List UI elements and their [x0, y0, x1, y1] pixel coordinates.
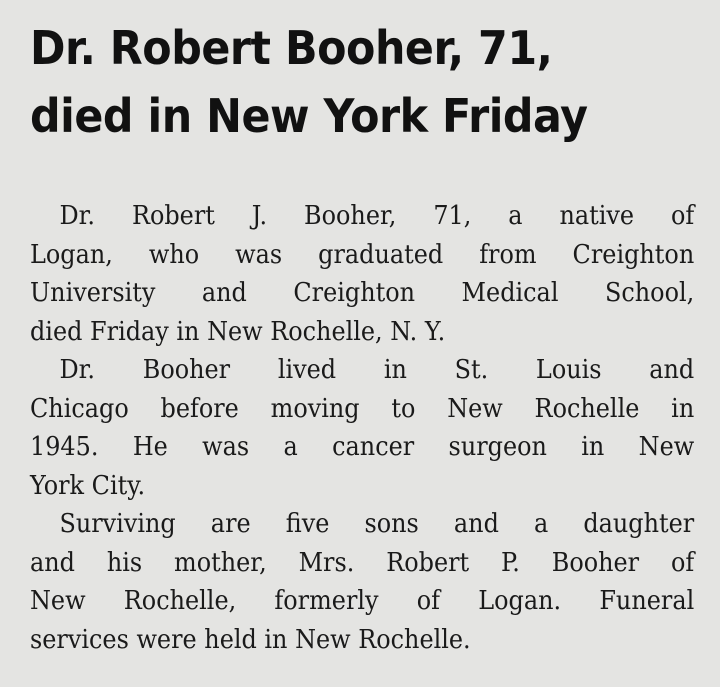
paragraph-line: 1945. He was a cancer surgeon in New	[30, 432, 695, 462]
headline	[30, 14, 662, 150]
article-body	[30, 197, 694, 659]
paragraph-line: Dr. Booher lived in St. Louis and	[59, 355, 695, 385]
headline-line-1: Dr. Robert Booher, 71,	[30, 21, 553, 75]
paragraph-line: York City.	[30, 470, 146, 501]
paragraph-2	[30, 351, 694, 505]
paragraph-line: Logan, who was graduated from Creighton	[30, 239, 695, 270]
paragraph-line: died Friday in New Rochelle, N. Y.	[30, 316, 446, 347]
paragraph-line: Surviving are five sons and a daughter	[59, 509, 695, 539]
paragraph-line: Dr. Robert J. Booher, 71, a native of	[59, 201, 695, 231]
paragraph-3	[30, 505, 694, 659]
headline-line-2: died in New York Friday	[30, 89, 588, 143]
paragraph-1	[30, 197, 694, 351]
paragraph-line: Chicago before moving to New Rochelle in	[30, 393, 695, 424]
paragraph-line: and his mother, Mrs. Robert P. Booher of	[30, 547, 695, 578]
paragraph-line: services were held in New Rochelle.	[30, 624, 471, 655]
paragraph-line: University and Creighton Medical School,	[30, 278, 695, 308]
paragraph-line: New Rochelle, formerly of Logan. Funeral	[30, 586, 695, 616]
